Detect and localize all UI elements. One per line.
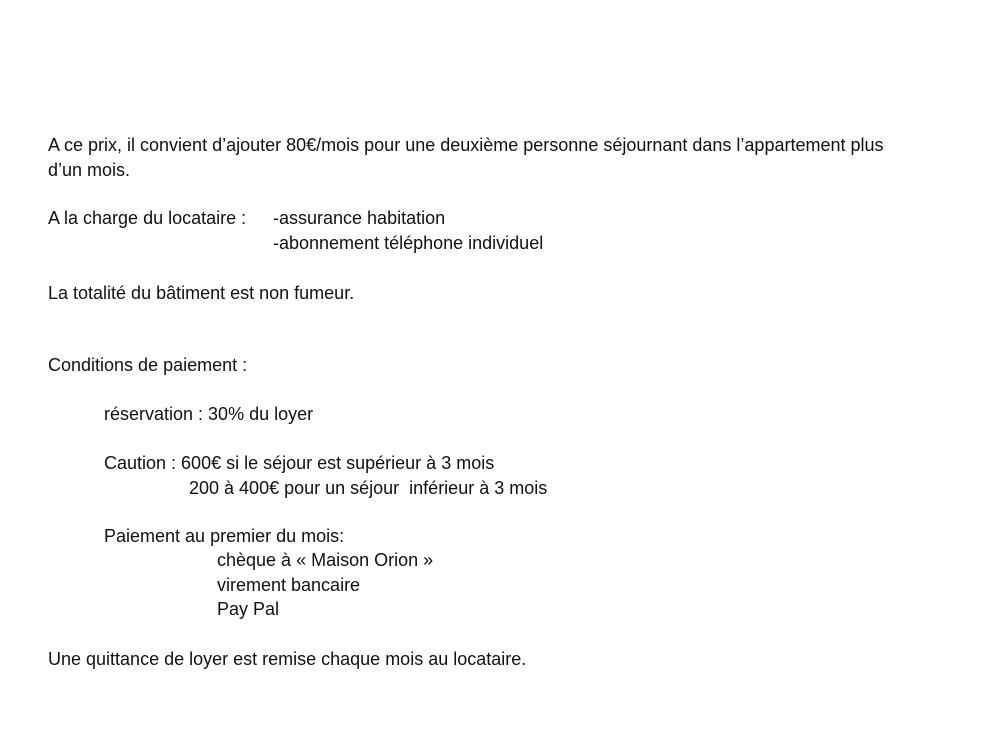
tenant-charge-item: -assurance habitation bbox=[273, 208, 446, 228]
payment-conditions-heading: Conditions de paiement : bbox=[48, 355, 248, 375]
smoking-notice: La totalité du bâtiment est non fumeur. bbox=[48, 283, 355, 303]
intro-line-1: A ce prix, il convient d’ajouter 80€/mois pour une deuxième personne séjournant dans l’appartement plus bbox=[48, 135, 884, 155]
payment-method: Pay Pal bbox=[217, 599, 280, 619]
payment-method: chèque à « Maison Orion » bbox=[217, 550, 434, 570]
tenant-charges-label: A la charge du locataire : bbox=[48, 208, 252, 228]
intro-line-2: d’un mois. bbox=[48, 160, 131, 180]
reservation-condition: réservation : 30% du loyer bbox=[104, 404, 314, 424]
receipt-notice: Une quittance de loyer est remise chaque mois au locataire. bbox=[48, 649, 527, 669]
payment-method: virement bancaire bbox=[217, 575, 361, 595]
tenant-charge-item: -abonnement téléphone individuel bbox=[273, 233, 544, 253]
deposit-line-1: Caution : 600€ si le séjour est supérieur à 3 mois bbox=[104, 453, 495, 473]
monthly-payment-heading: Paiement au premier du mois: bbox=[104, 526, 345, 546]
deposit-line-2: 200 à 400€ pour un séjour inférieur à 3 mois bbox=[189, 478, 548, 498]
